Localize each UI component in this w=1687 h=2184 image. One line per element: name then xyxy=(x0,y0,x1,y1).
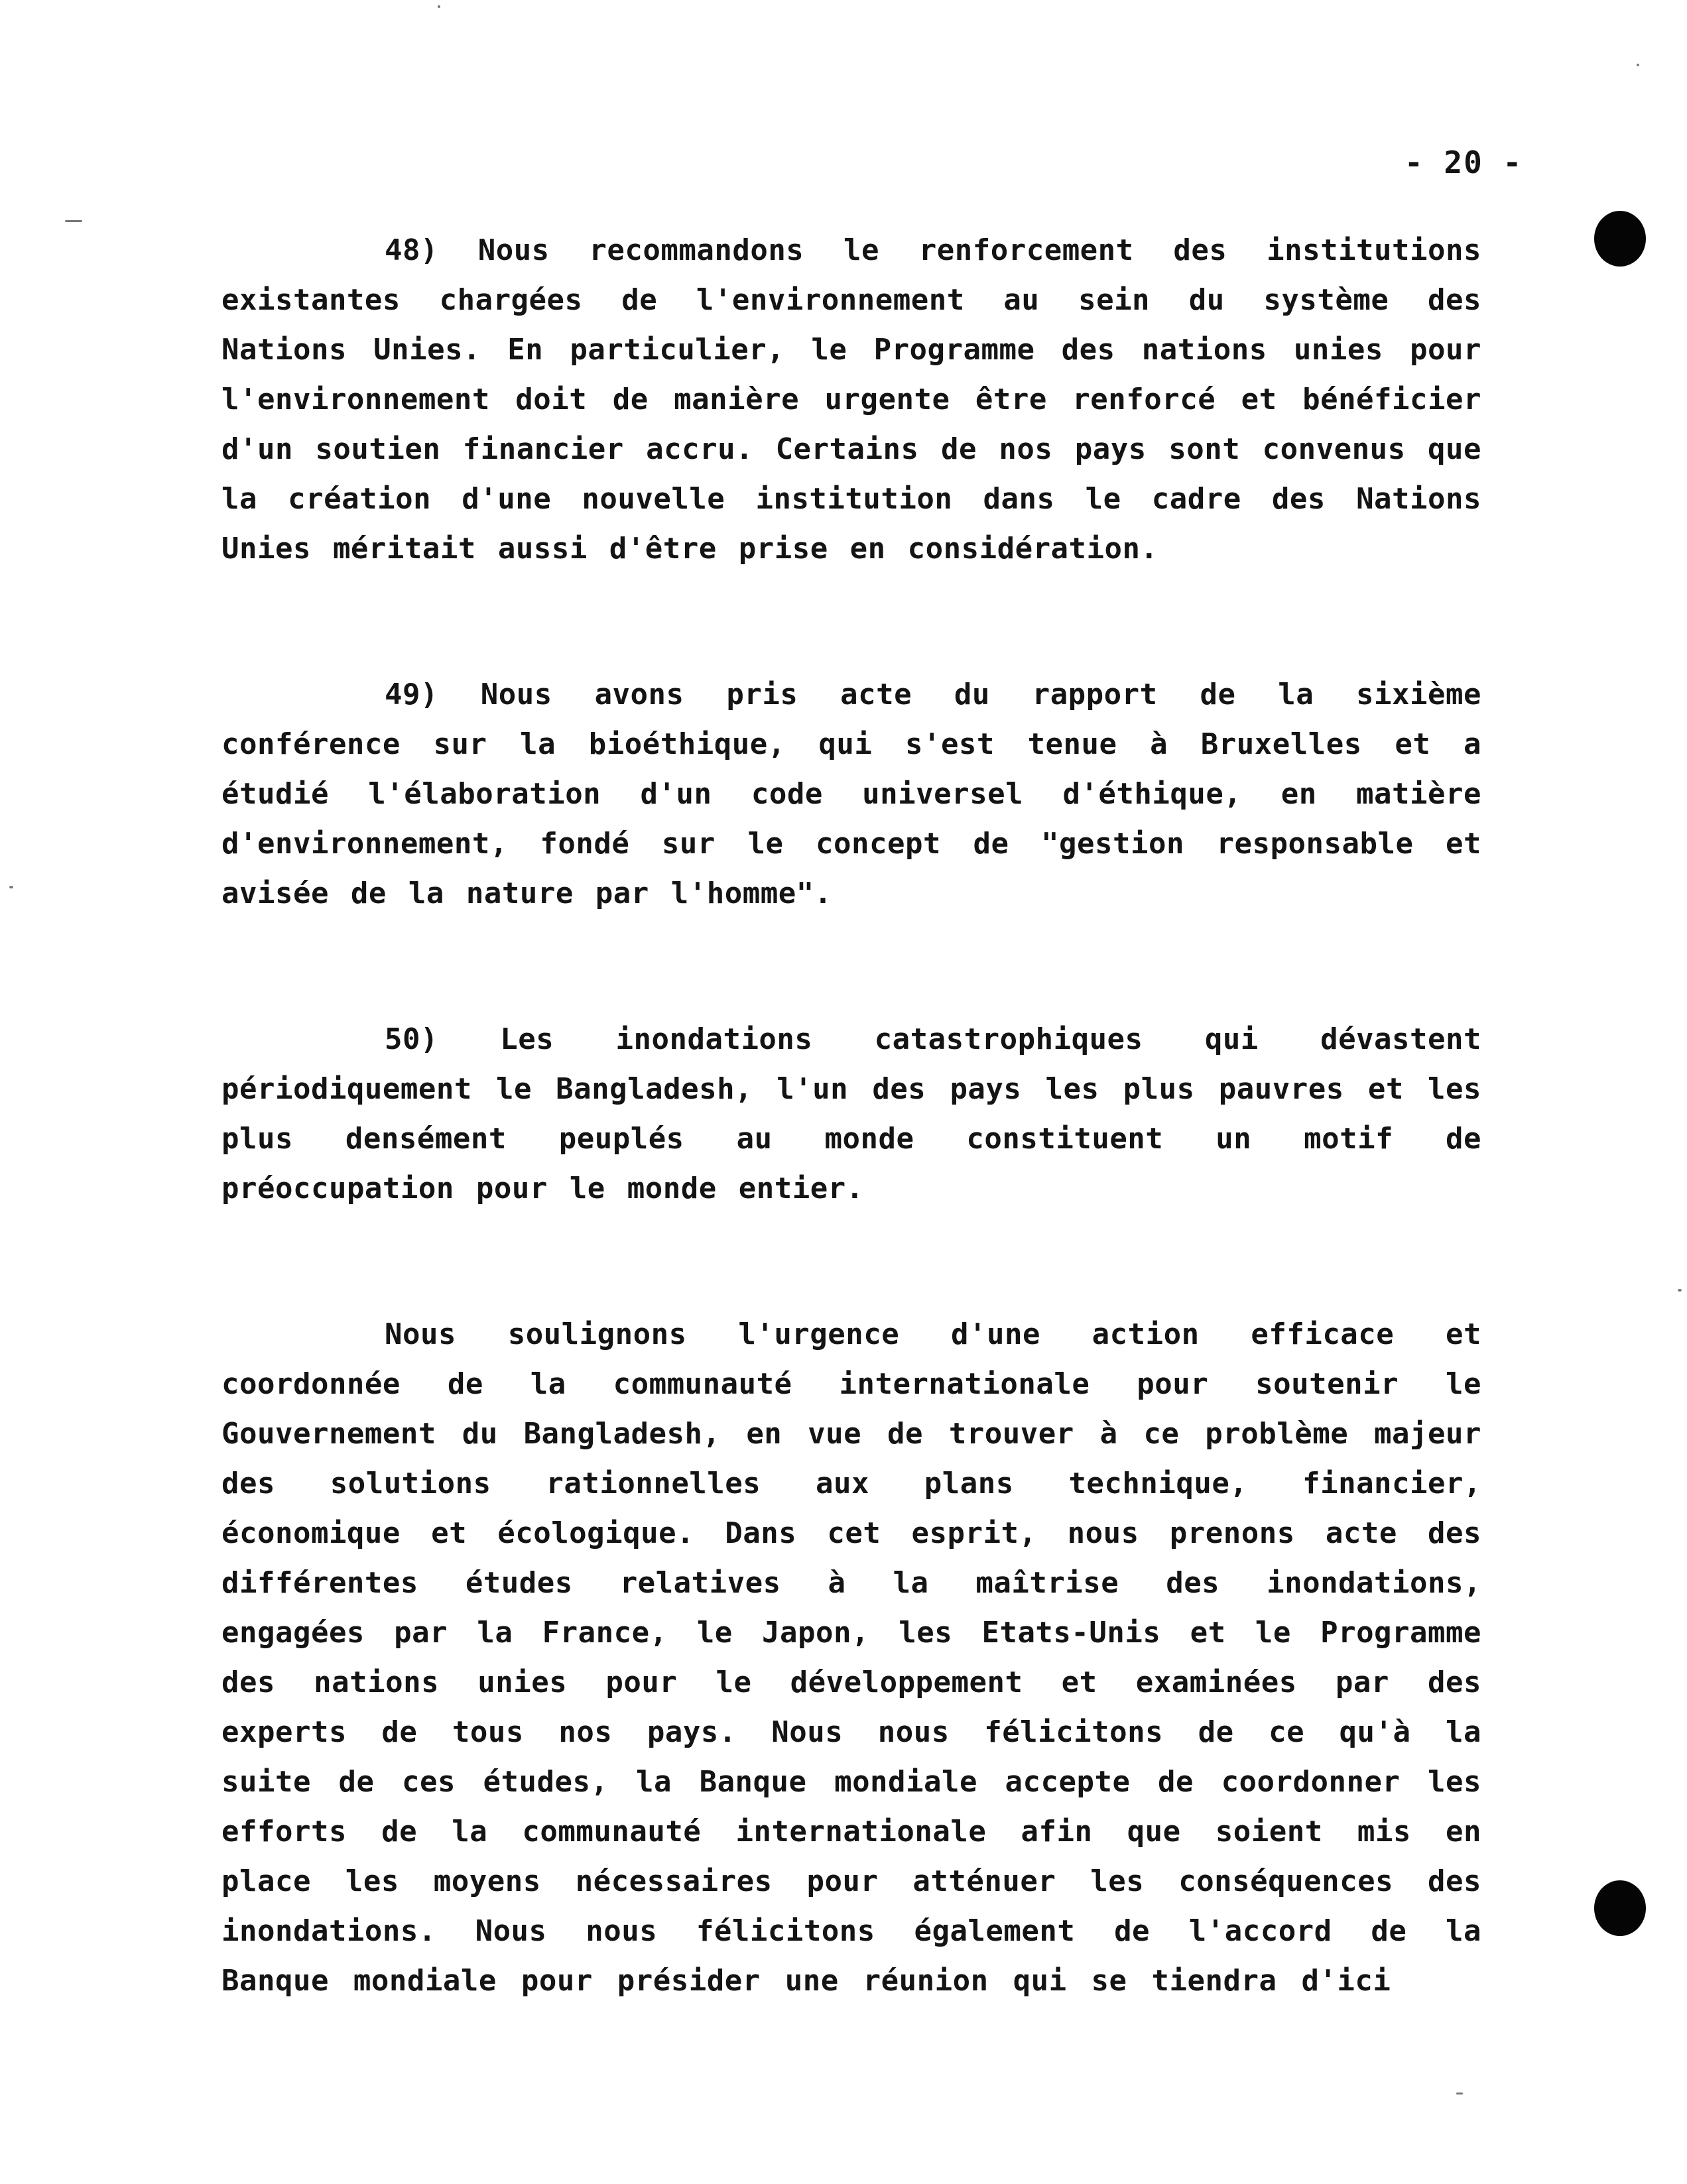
scan-speck xyxy=(438,5,440,8)
paragraph-49: 49) Nous avons pris acte du rapport de la sixième conférence sur la bioéthique, qui s'est tenue à Bruxelles et a étudié l'élaboration d'un code universel d'éthique, en matière d'environnement, fondé sur le concept de "gestion responsable et avisée de la nature par l'homme". xyxy=(221,678,1481,910)
document-body xyxy=(221,225,1481,2006)
scan-speck xyxy=(1456,2093,1463,2094)
paragraph-50-continued: Nous soulignons l'urgence d'une action efficace et coordonnée de la communauté internationale pour soutenir le Gouvernement du Bangladesh, en vue de trouver à ce problème majeur des solutions rationnelles aux plans technique, financier, économique et écologique. Dans cet esprit, nous prenons acte des différentes études relatives à la maîtrise des inondations, engagées par la France, le Japon, les Etats-Unis et le Programme des nations unies pour le développement et examinées par des experts de tous nos pays. Nous nous félicitons de ce qu'à la suite de ces études, la Banque mondiale accepte de coordonner les efforts de la communauté internationale afin que soient mis en place les moyens nécessaires pour atténuer les conséquences des inondations. Nous nous félicitons également de l'accord de la Banque mondiale pour présider une réunion qui se tiendra d'ici xyxy=(221,1317,1481,1998)
page-number: - 20 - xyxy=(1405,145,1523,180)
paragraph-50: 50) Les inondations catastrophiques qui dévastent périodiquement le Bangladesh, l'un des pays les plus pauvres et les plus densément peuplés au monde constituent un motif de préoccupation pour le monde entier. xyxy=(221,1022,1481,1205)
paragraph-48: 48) Nous recommandons le renforcement des institutions existantes chargées de l'environnement au sein du système des Nations Unies. En particulier, le Programme des nations unies pour l'environnement doit de manière urgente être renforcé et bénéficier d'un soutien financier accru. Certains de nos pays sont convenus que la création d'une nouvelle institution dans le cadre des Nations Unies méritait aussi d'être prise en considération. xyxy=(221,233,1481,566)
punch-hole-top xyxy=(1594,211,1646,267)
punch-hole-bottom xyxy=(1594,1880,1646,1936)
scan-speck xyxy=(9,886,13,888)
scan-speck xyxy=(65,220,82,222)
scan-speck xyxy=(1678,1289,1682,1292)
scan-speck xyxy=(1637,64,1639,66)
